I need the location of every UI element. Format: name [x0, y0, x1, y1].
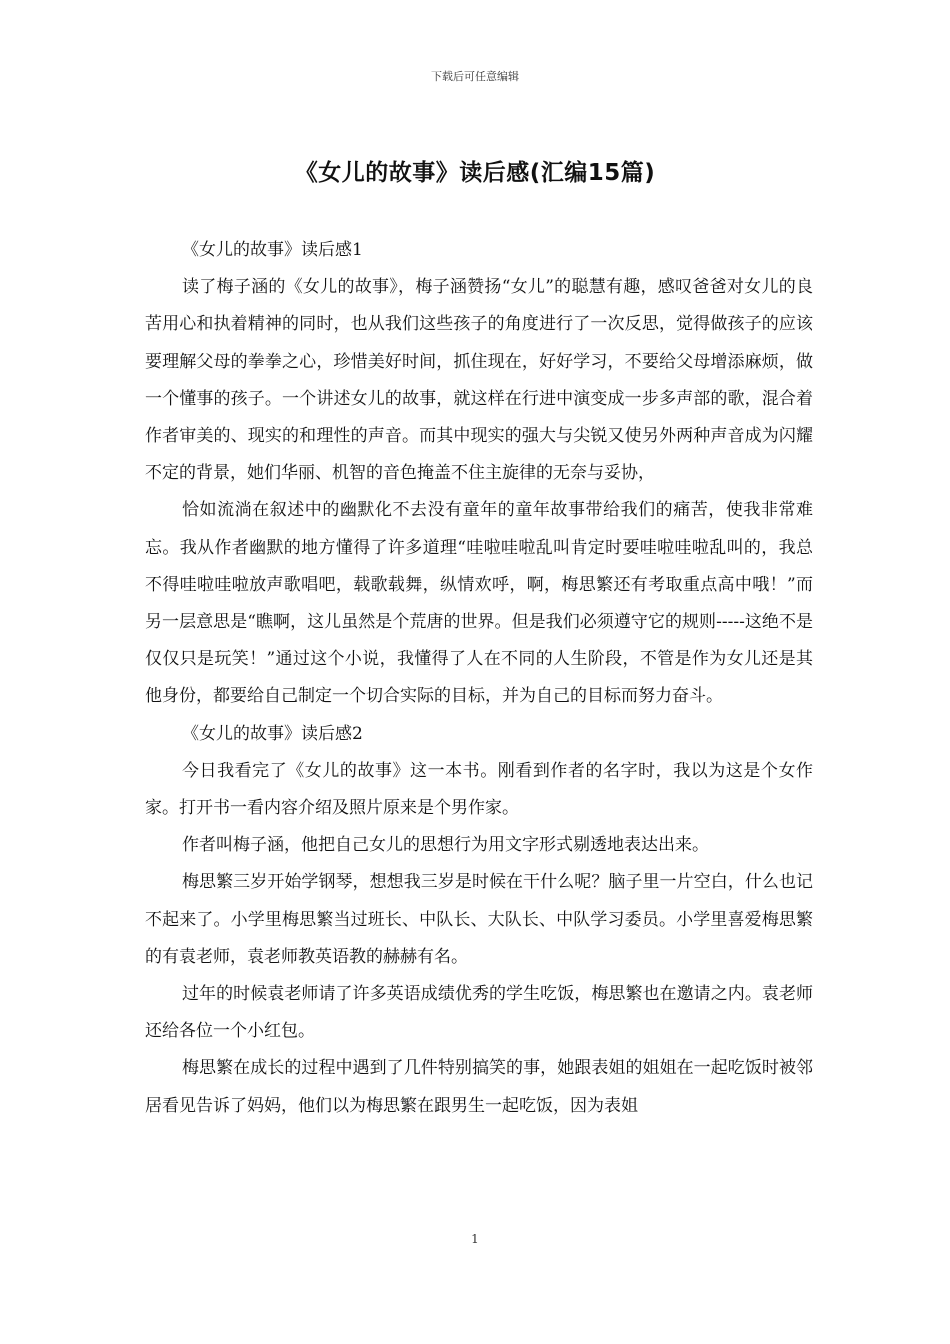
paragraph: 作者叫梅子涵，他把自己女儿的思想行为用文字形式剔透地表达出来。: [182, 835, 709, 856]
document-title: 《女儿的故事》读后感(汇编15篇): [294, 160, 656, 186]
document-body: [145, 232, 813, 1125]
page-number: 1: [471, 1232, 479, 1246]
paragraph: 梅思繁三岁开始学钢琴，想想我三岁是时候在干什么呢？脑子里一片空白，什么也记不起来了。小学里梅思繁当过班长、中队长、大队长、中队学习委员。小学里喜爱梅思繁的有袁老师，袁老师教英语教的赫赫有名。: [145, 872, 813, 967]
paragraph: 读了梅子涵的《女儿的故事》，梅子涵赞扬“女儿”的聪慧有趣，感叹爸爸对女儿的良苦用心和执着精神的同时，也从我们这些孩子的角度进行了一次反思，觉得做孩子的应该要理解父母的拳拳之心，珍惜美好时间，抓住现在，好好学习，不要给父母增添麻烦，做一个懂事的孩子。一个讲述女儿的故事，就这样在行进中演变成一步多声部的歌，混合着作者审美的、现实的和理性的声音。而其中现实的强大与尖锐又使另外两种声音成为闪耀不定的背景，她们华丽、机智的音色掩盖不住主旋律的无奈与妥协，: [145, 277, 813, 484]
section-heading: 《女儿的故事》读后感2: [182, 723, 363, 744]
paragraph: 过年的时候袁老师请了许多英语成绩优秀的学生吃饭，梅思繁也在邀请之内。袁老师还给各位一个小红包。: [145, 984, 813, 1042]
paragraph: 今日我看完了《女儿的故事》这一本书。刚看到作者的名字时，我以为这是个女作家。打开书一看内容介绍及照片原来是个男作家。: [145, 760, 813, 819]
paragraph: 恰如流淌在叙述中的幽默化不去没有童年的童年故事带给我们的痛苦，使我非常难忘。我从作者幽默的地方懂得了许多道理“哇啦哇啦乱叫肯定时要哇啦哇啦乱叫的，我总不得哇啦哇啦放声歌唱吧，载歌载舞，纵情欢呼，啊，梅思繁还有考取重点高中哦！”而另一层意思是“瞧啊，这儿虽然是个荒唐的世界。但是我们必须遵守它的规则-----这绝不是仅仅只是玩笑！”通过这个小说，我懂得了人在不同的人生阶段，不管是作为女儿还是其他身份，都要给自己制定一个切合实际的目标，并为自己的目标而努力奋斗。: [145, 500, 813, 707]
section-heading: 《女儿的故事》读后感1: [182, 240, 363, 260]
page-header: 下载后可任意编辑: [431, 70, 519, 83]
paragraph: 梅思繁在成长的过程中遇到了几件特别搞笑的事，她跟表姐的姐姐在一起吃饭时被邻居看见告诉了妈妈，他们以为梅思繁在跟男生一起吃饭，因为表姐: [145, 1058, 813, 1116]
